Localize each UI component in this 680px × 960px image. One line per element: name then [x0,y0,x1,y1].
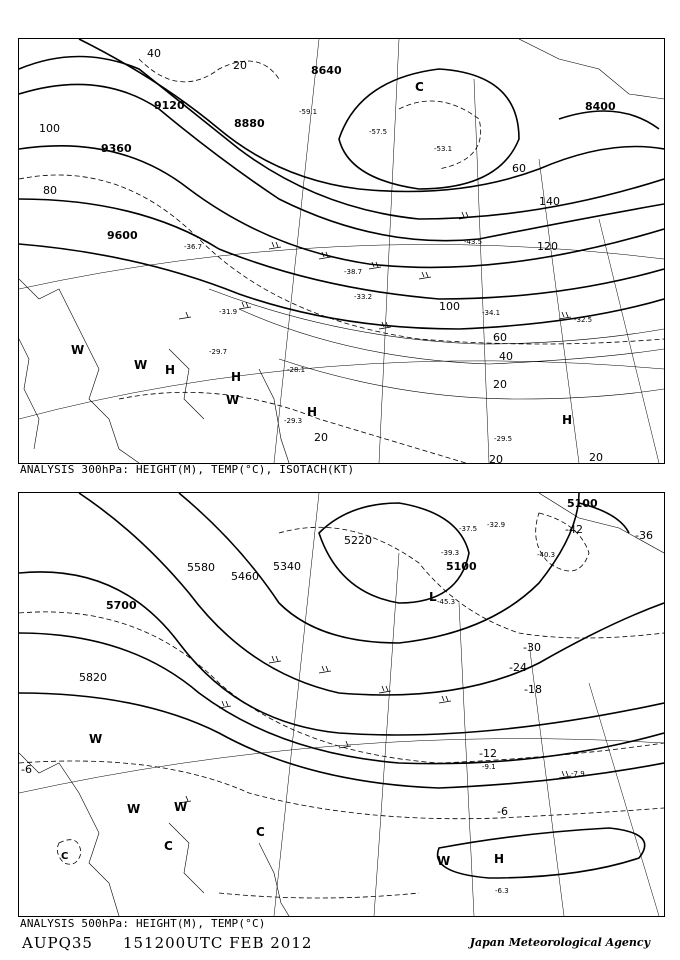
isotach-label: 20 [314,431,328,444]
temp-label: -6.3 [495,887,509,895]
temp-label: -57.5 [369,128,388,136]
height-label: 5100 [446,560,477,573]
system-mark: C [415,80,424,94]
temp-label: -9.1 [482,763,496,771]
temp-label: -12 [479,747,497,760]
temp-label: -32.9 [487,521,506,529]
temp-label: -6 [21,763,32,776]
temp-label: -24 [509,661,527,674]
isotach-label-group [39,47,603,463]
wind-barbs [179,656,571,803]
system-mark: W [226,393,240,407]
system-mark: H [231,370,242,384]
temp-label: -32.5 [574,316,593,324]
product-header [22,934,312,952]
height-label: 8640 [311,64,342,77]
valid-datetime: 151200UTC FEB 2012 [122,934,313,952]
map-300hpa [18,38,665,464]
height-label: 5340 [273,560,301,573]
temp-label: -36 [635,529,653,542]
isotach-label: 80 [43,184,57,197]
height-label: 8880 [234,117,265,130]
temp-label: -6 [497,805,508,818]
system-mark: W [89,732,103,746]
temp-label: -29.7 [209,348,228,356]
system-mark-group [61,590,504,868]
height-label-group [101,64,616,242]
isotach-label: 40 [499,350,513,363]
temp-label: -38.7 [344,268,363,276]
system-mark: H [494,852,505,866]
isotach-label: 60 [512,162,526,175]
height-label: 9120 [154,99,185,112]
system-mark: H [562,413,573,427]
product-code: AUPQ35 [22,934,93,952]
system-mark: H [165,363,176,377]
height-label: 5220 [344,534,372,547]
isotach-label: 140 [539,195,560,208]
system-mark: W [134,358,148,372]
isotach-label: 60 [493,331,507,344]
height-label: 9600 [107,229,138,242]
caption-500hpa: ANALYSIS 500hPa: HEIGHT(M), TEMP(°C) [20,917,266,930]
isotach-label: 20 [493,378,507,391]
caption-300hpa: ANALYSIS 300hPa: HEIGHT(M), TEMP(°C), ISOTACH(KT) [20,463,355,476]
system-mark: W [71,343,85,357]
temp-label: -28.1 [287,366,306,374]
graticule [19,39,664,463]
isotach-label: 40 [147,47,161,60]
isotach-label: 100 [39,122,60,135]
system-mark: W [437,854,451,868]
temp-label: -34.1 [482,309,501,317]
temp-label: -29.3 [284,417,303,425]
temp-label: -42 [565,523,583,536]
temp-label: -7.9 [571,770,585,778]
temp-label: -18 [524,683,542,696]
graticule [19,493,664,916]
height-label: 5820 [79,671,107,684]
temp-label: -36.7 [184,243,203,251]
isotach-label: 120 [537,240,558,253]
temp-label: -29.5 [494,435,513,443]
height-label: 5460 [231,570,259,583]
temp-label: -30 [523,641,541,654]
system-mark: W [174,800,188,814]
system-mark: C [256,825,265,839]
isotherms [19,59,664,463]
system-mark: W [127,802,141,816]
isotach-label: 20 [589,451,603,463]
system-mark: L [429,590,437,604]
coastline [19,493,664,916]
temp-label: -31.9 [219,308,238,316]
isotach-label: 20 [233,59,247,72]
height-label-group [79,497,598,684]
system-mark: C [61,851,69,862]
height-label: 5580 [187,561,215,574]
height-label: 5100 [567,497,598,510]
isotach-label: 100 [439,300,460,313]
system-mark: C [164,839,173,853]
temp-label: -45.3 [437,598,456,606]
temp-label: -53.1 [434,145,453,153]
temp-label: -43.5 [464,238,483,246]
wind-barbs [179,212,571,329]
height-label: 9360 [101,142,132,155]
height-contours [19,39,664,329]
temp-label: -33.2 [354,293,373,301]
agency-name: Japan Meteorological Agency [469,936,650,949]
temp-label: -39.3 [441,549,460,557]
map-500hpa-chart [19,493,664,916]
height-label: 5700 [106,599,137,612]
height-contours [19,493,664,878]
height-label: 8400 [585,100,616,113]
isotach-label: 20 [489,453,503,463]
temp-label: -40.3 [537,551,556,559]
temp-label: -59.1 [299,108,318,116]
map-500hpa [18,492,665,917]
isotherms [19,513,664,898]
temp-label: -37.5 [459,525,478,533]
system-mark: H [307,405,318,419]
map-300hpa-chart [19,39,664,463]
coastline [19,39,664,463]
